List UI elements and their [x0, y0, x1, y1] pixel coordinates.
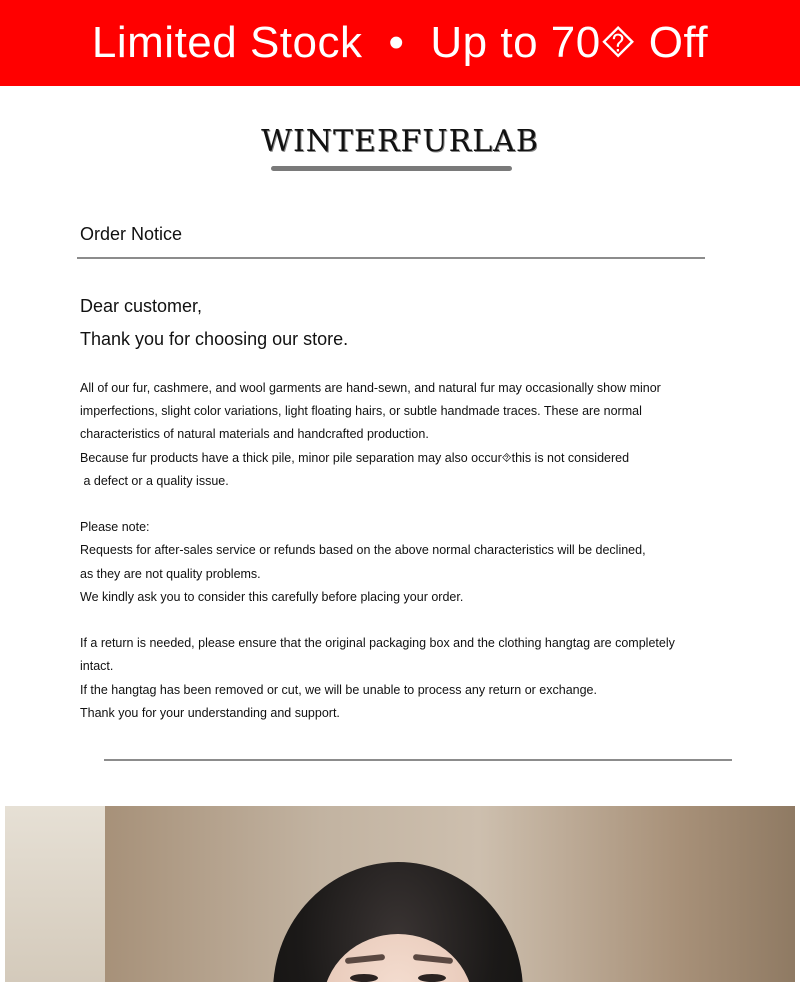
notice-line: Please note: [80, 520, 150, 535]
notice-line: All of our fur, cashmere, and wool garments are hand-sewn, and natural fur may occasionally show minor [80, 381, 661, 395]
notice-line: as they are not quality problems. [80, 566, 261, 581]
promo-text [92, 18, 708, 68]
paragraph-gap [80, 493, 720, 516]
section-divider-top [77, 257, 705, 259]
brand-underline [271, 166, 512, 171]
notice-line: imperfections, slight color variations, light floating hairs, or subtle handmade traces. These are normal [80, 404, 642, 419]
promo-banner [0, 0, 800, 86]
brand-logo: WINTERFURLAB [261, 124, 539, 159]
notice-line: Because fur products have a thick pile, minor pile separation may also occur⯑this is not considered [80, 450, 630, 465]
greeting-line-1: Dear customer, [80, 296, 203, 316]
promo-right-text: Up to 70⯑ Off [430, 18, 709, 67]
notice-line: If the hangtag has been removed or cut, we will be unable to process any return or exchange. [80, 682, 597, 697]
model-right-eye [418, 974, 446, 982]
notice-line: intact. [80, 659, 114, 674]
notice-line: Requests for after-sales service or refunds based on the above normal characteristics will be declined, [80, 543, 646, 558]
photo-background-wall [5, 806, 105, 982]
notice-body [80, 377, 720, 725]
greeting-line-2: Thank you for choosing our store. [80, 329, 349, 349]
paragraph-gap [80, 609, 720, 632]
notice-line: Thank you for your understanding and support. [80, 705, 340, 720]
notice-line: We kindly ask you to consider this carefully before placing your order. [80, 589, 464, 604]
greeting [80, 290, 348, 356]
promo-left-text: Limited Stock [91, 18, 363, 67]
notice-title: Order Notice [80, 224, 183, 244]
model-left-eye [350, 974, 378, 982]
product-model-photo [5, 806, 795, 982]
notice-line: characteristics of natural materials and handcrafted production. [80, 427, 429, 442]
promo-separator: • [388, 18, 405, 67]
notice-line: a defect or a quality issue. [80, 473, 229, 488]
notice-line: If a return is needed, please ensure that the original packaging box and the clothing hangtag are completely [80, 636, 675, 651]
section-divider-bottom [104, 759, 732, 761]
